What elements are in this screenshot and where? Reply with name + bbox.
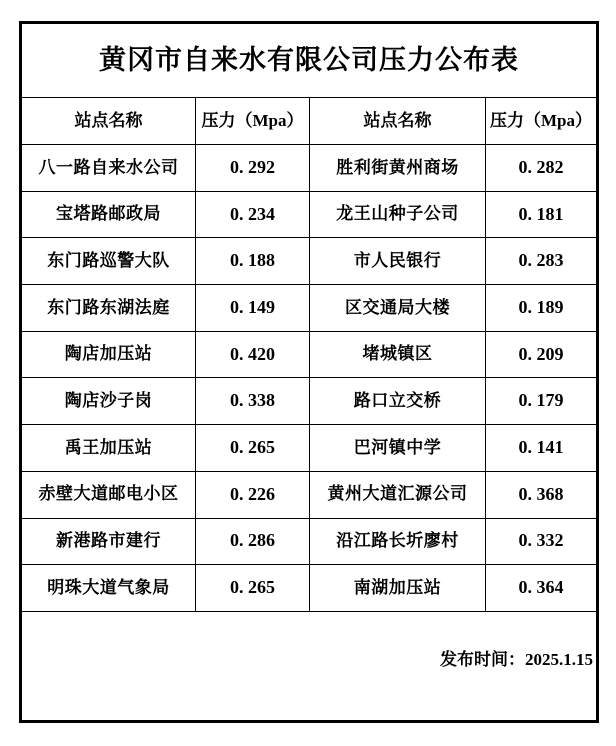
pressure-cell: 0. 292: [196, 145, 310, 192]
pressure-cell: 0. 283: [486, 238, 596, 285]
station-cell: 黄州大道汇源公司: [310, 472, 486, 519]
station-cell: 胜利街黄州商场: [310, 145, 486, 192]
station-cell: 陶店加压站: [22, 332, 196, 379]
pressure-cell: 0. 282: [486, 145, 596, 192]
pressure-cell: 0. 179: [486, 378, 596, 425]
pressure-table: [19, 21, 599, 723]
station-cell: 沿江路长圻廖村: [310, 519, 486, 566]
station-cell: 八一路自来水公司: [22, 145, 196, 192]
pressure-cell: 0. 189: [486, 285, 596, 332]
pressure-cell: 0. 368: [486, 472, 596, 519]
pressure-cell: 0. 420: [196, 332, 310, 379]
station-cell: 市人民银行: [310, 238, 486, 285]
pressure-cell: 0. 338: [196, 378, 310, 425]
station-cell: 明珠大道气象局: [22, 565, 196, 612]
column-header-station-left: 站点名称: [22, 98, 196, 145]
pressure-cell: 0. 286: [196, 519, 310, 566]
column-header-pressure-left: 压力（Mpa）: [196, 98, 310, 145]
station-cell: 巴河镇中学: [310, 425, 486, 472]
station-cell: 东门路东湖法庭: [22, 285, 196, 332]
page-title: 黄冈市自来水有限公司压力公布表: [22, 24, 596, 98]
pressure-cell: 0. 234: [196, 192, 310, 239]
pressure-cell: 0. 332: [486, 519, 596, 566]
pressure-cell: 0. 209: [486, 332, 596, 379]
pressure-cell: 0. 188: [196, 238, 310, 285]
table-footer: [22, 612, 596, 720]
publish-time: 发布时间：2025.1.15: [440, 650, 593, 670]
station-cell: 南湖加压站: [310, 565, 486, 612]
station-cell: 禹王加压站: [22, 425, 196, 472]
station-cell: 龙王山种子公司: [310, 192, 486, 239]
station-cell: 赤壁大道邮电小区: [22, 472, 196, 519]
pressure-cell: 0. 141: [486, 425, 596, 472]
pressure-cell: 0. 265: [196, 425, 310, 472]
pressure-cell: 0. 181: [486, 192, 596, 239]
column-header-station-right: 站点名称: [310, 98, 486, 145]
station-cell: 路口立交桥: [310, 378, 486, 425]
station-cell: 堵城镇区: [310, 332, 486, 379]
station-cell: 东门路巡警大队: [22, 238, 196, 285]
pressure-cell: 0. 149: [196, 285, 310, 332]
pressure-cell: 0. 265: [196, 565, 310, 612]
station-cell: 陶店沙子岗: [22, 378, 196, 425]
station-cell: 新港路市建行: [22, 519, 196, 566]
pressure-cell: 0. 226: [196, 472, 310, 519]
station-cell: 宝塔路邮政局: [22, 192, 196, 239]
column-header-pressure-right: 压力（Mpa）: [486, 98, 596, 145]
station-cell: 区交通局大楼: [310, 285, 486, 332]
pressure-cell: 0. 364: [486, 565, 596, 612]
